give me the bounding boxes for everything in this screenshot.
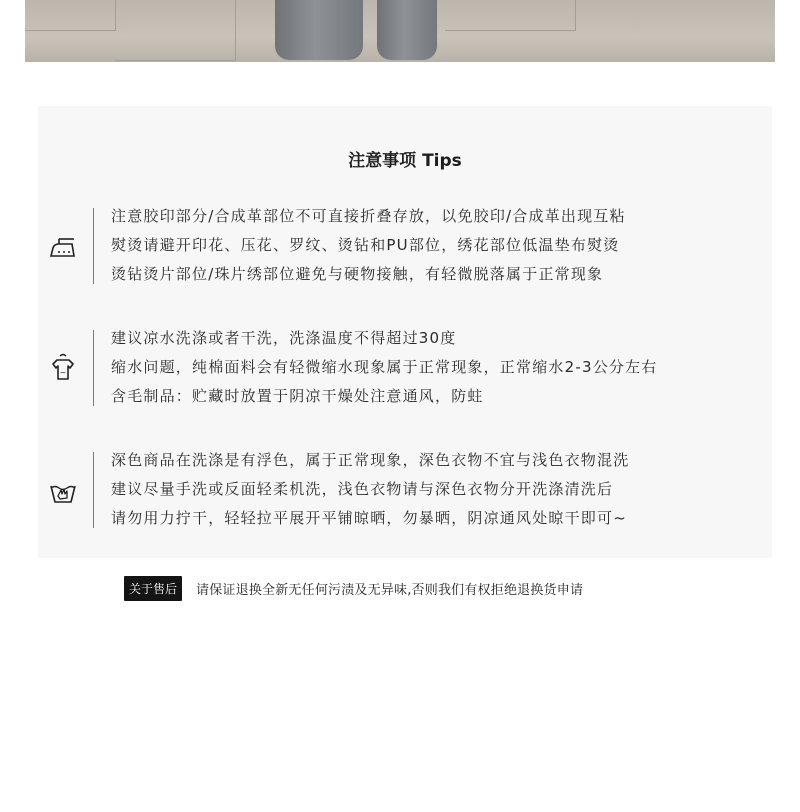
tips-card — [38, 106, 772, 558]
iron-icon — [48, 234, 78, 264]
after-sales-row — [124, 575, 583, 601]
tip-line: 缩水问题，纯棉面料会有轻微缩水现象属于正常现象，正常缩水2-3公分左右 — [111, 358, 658, 376]
paving-tile — [575, 5, 775, 62]
paving-tile — [445, 0, 576, 31]
after-sales-note: 请保证退换全新无任何污渍及无异味,否则我们有权拒绝退换货申请 — [196, 582, 584, 598]
trouser-leg-right — [377, 0, 437, 60]
tip-line: 熨烫请避开印花、压花、罗纹、烫钻和PU部位，绣花部位低温垫布熨烫 — [111, 236, 620, 254]
tip-line: 建议尽量手洗或反面轻柔机洗，浅色衣物请与深色衣物分开洗涤清洗后 — [111, 480, 614, 498]
tip-line: 深色商品在洗涤是有浮色，属于正常现象，深色衣物不宜与浅色衣物混洗 — [111, 451, 630, 469]
paving-tile — [115, 0, 236, 61]
svg-text:~: ~ — [59, 368, 67, 377]
tip-line: 注意胶印部分/合成革部位不可直接折叠存放，以免胶印/合成革出现互粘 — [111, 207, 626, 225]
after-sales-badge: 关于售后 — [124, 576, 182, 601]
tip-line: 含毛制品：贮藏时放置于阴凉干燥处注意通风，防蛀 — [111, 387, 484, 405]
section-divider — [93, 208, 94, 284]
hand-wash-icon — [48, 476, 78, 506]
paving-tile — [25, 0, 116, 31]
section-divider — [93, 452, 94, 528]
trouser-leg-left — [275, 0, 363, 60]
tip-line: 烫钻烫片部位/珠片绣部位避免与硬物接触，有轻微脱落属于正常现象 — [111, 265, 604, 283]
product-photo-strip — [25, 0, 775, 62]
section-divider — [93, 330, 94, 406]
tip-line: 建议凉水洗涤或者干洗，洗涤温度不得超过30度 — [111, 329, 457, 347]
tips-title: 注意事项 Tips — [348, 151, 462, 171]
tip-line: 请勿用力拧干，轻轻拉平展开平铺晾晒，勿暴晒，阴凉通风处晾干即可~ — [111, 509, 627, 527]
shirt-wash-icon — [48, 352, 78, 382]
